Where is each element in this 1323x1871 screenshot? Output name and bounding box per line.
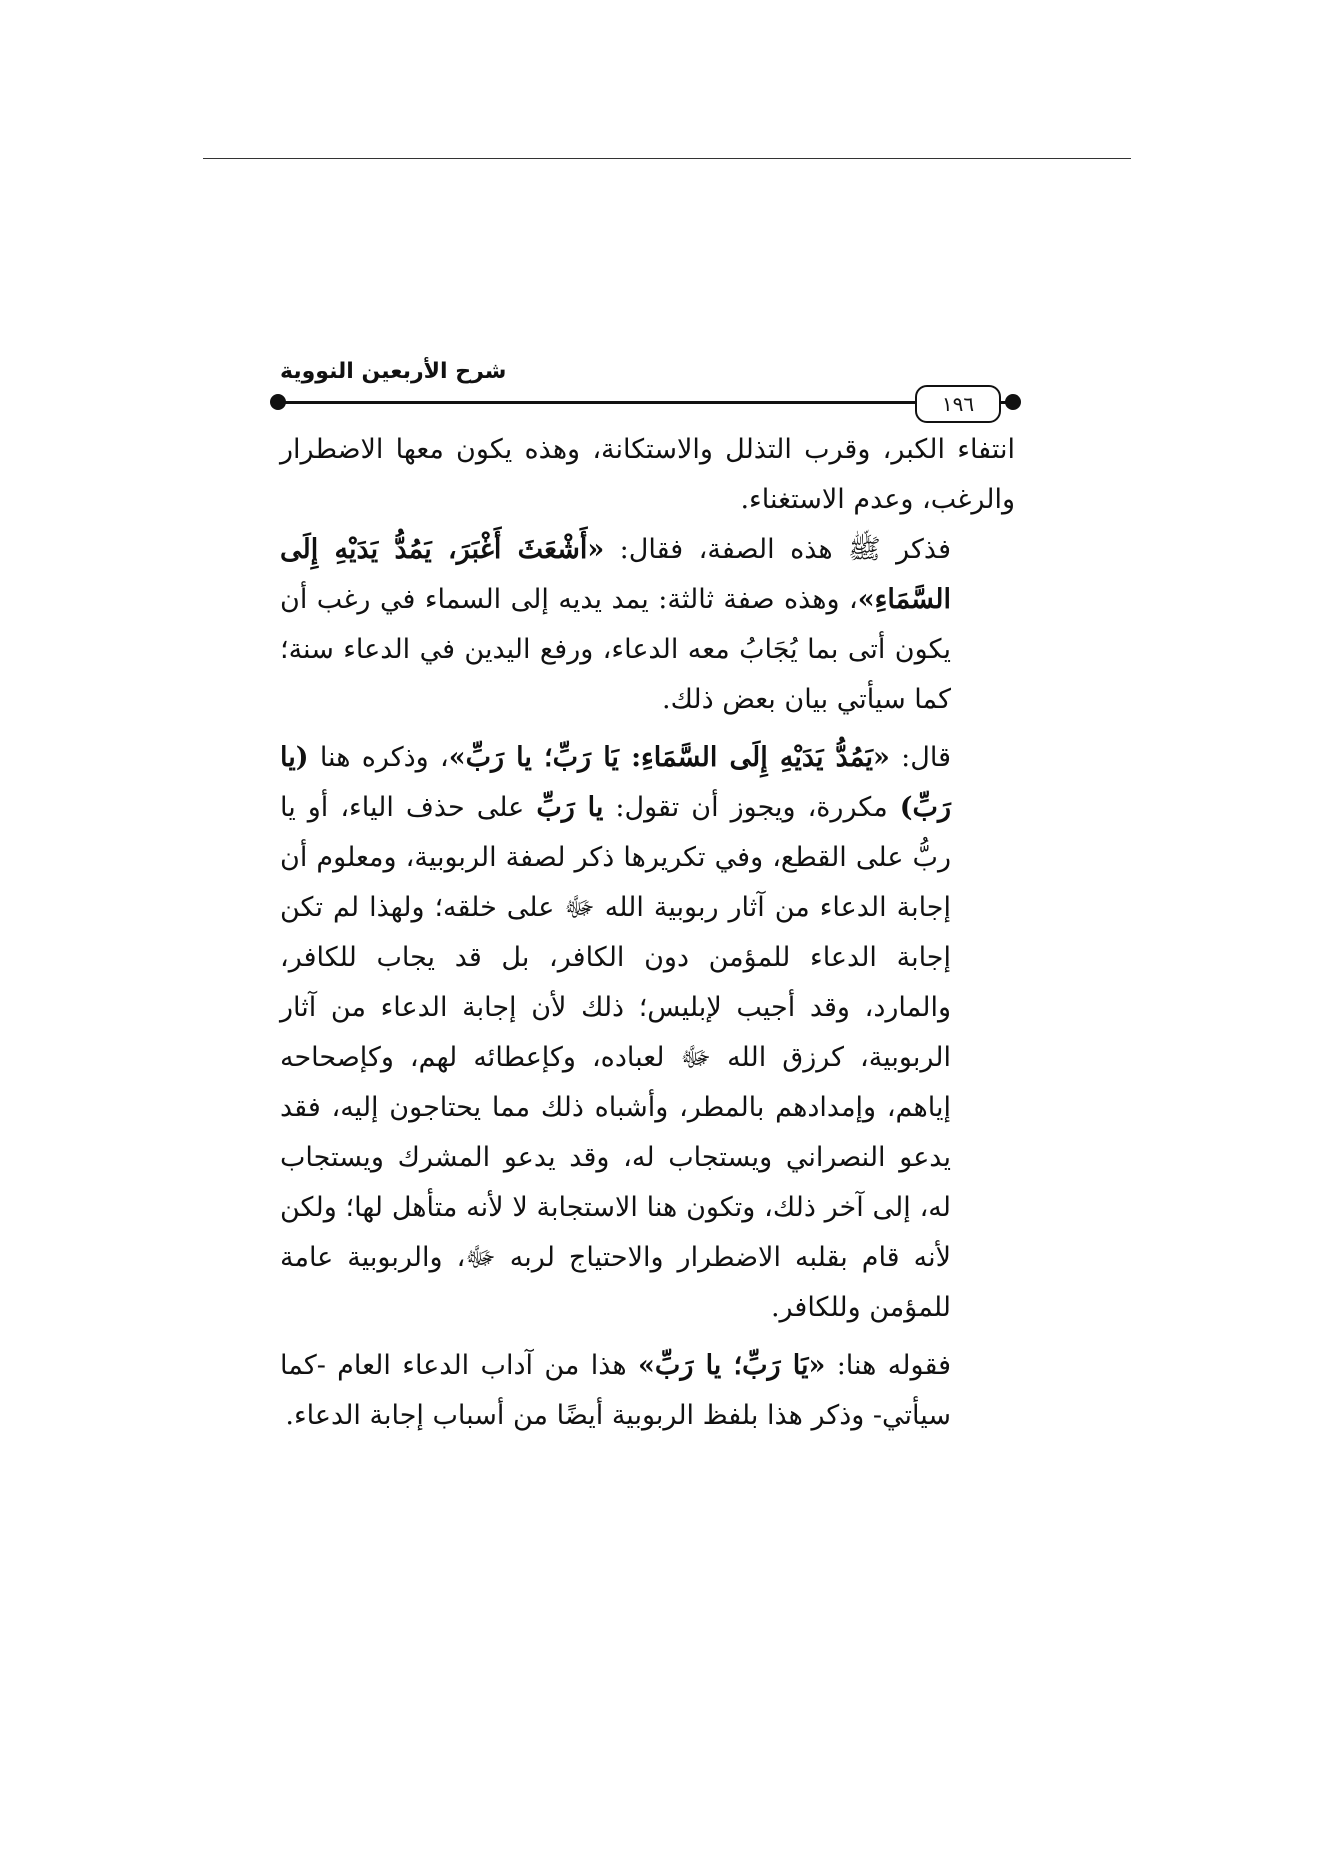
page-number: ١٩٦ bbox=[915, 385, 1001, 423]
text-run: على حذف الياء، أو يا ربُّ على القطع، وفي تكريرها ذكر لصفة الربوبية، ومعلوم أن إجابة الدعاء من آثار ربوبية الله ﷻ على خلقه؛ ولهذا لم تكن إجابة الدعاء للمؤمن دون الكافر، بل قد يجاب للكافر، والمارد، وقد أجيب لإبليس؛ ذلك لأن إجابة الدعاء من آثار الربوبية، كرزق الله ﷻ لعباده، وكإعطائه لهم، وكإصحاحه إياهم، وإمدادهم بالمطر، وأشباه ذلك مما يحتاجون إليه، فقد يدعو النصراني ويستجاب له، وقد يدعو المشرك ويستجاب له، إلى آخر ذلك، وتكون هنا الاستجابة لا لأنه متأهل لها؛ ولكن لأنه قام بقلبه الاضطرار والاحتياج لربه ﷻ، والربوبية عامة للمؤمن وللكافر. bbox=[280, 792, 951, 1323]
book-title: شرح الأربعين النووية bbox=[280, 359, 507, 384]
page-header bbox=[268, 355, 1023, 425]
header-rule bbox=[278, 401, 1013, 404]
top-rule bbox=[203, 158, 1131, 159]
text-run: ، وذكره هنا bbox=[308, 742, 449, 773]
hadith-quote: «يَا رَبِّ؛ يا رَبِّ» bbox=[638, 1350, 826, 1381]
header-dot-left bbox=[270, 394, 286, 410]
hadith-quote: يا رَبِّ bbox=[536, 792, 604, 823]
header-dot-right bbox=[1005, 394, 1021, 410]
text-run: مكررة، ويجوز أن تقول: bbox=[603, 792, 900, 823]
paragraph-3 bbox=[280, 733, 1015, 1333]
text-run: قال: bbox=[889, 742, 951, 773]
paragraph-1 bbox=[280, 425, 1015, 525]
text-run: انتفاء الكبر، وقرب التذلل والاستكانة، وهذه يكون معها الاضطرار والرغب، وعدم الاستغناء. bbox=[280, 434, 1015, 515]
hadith-quote: «أَشْعَثَ أَغْبَرَ، يَمُدُّ يَدَيْهِ إِلَى السَّمَاءِ» bbox=[280, 534, 951, 615]
text-run: ، وهذه صفة ثالثة: يمد يديه إلى السماء في رغب أن يكون أتى بما يُجَابُ معه الدعاء، ورفع اليدين في الدعاء سنة؛ كما سيأتي بيان بعض ذلك. bbox=[280, 584, 951, 715]
paragraph-2 bbox=[280, 525, 1015, 725]
paragraph-4 bbox=[280, 1341, 1015, 1441]
body-text bbox=[280, 425, 1015, 1441]
hadith-quote: «يَمُدُّ يَدَيْهِ إِلَى السَّمَاءِ: يَا رَبِّ؛ يا رَبِّ» bbox=[448, 742, 890, 773]
text-run: هذا من آداب الدعاء العام -كما سيأتي- وذكر هذا بلفظ الربوبية أيضًا من أسباب إجابة الدعاء. bbox=[280, 1350, 951, 1431]
hadith-quote: (يا رَبِّ) bbox=[280, 742, 951, 823]
text-run: فقوله هنا: bbox=[825, 1350, 952, 1381]
text-run: فذكر ﷺ هذه الصفة، فقال: bbox=[604, 534, 951, 565]
